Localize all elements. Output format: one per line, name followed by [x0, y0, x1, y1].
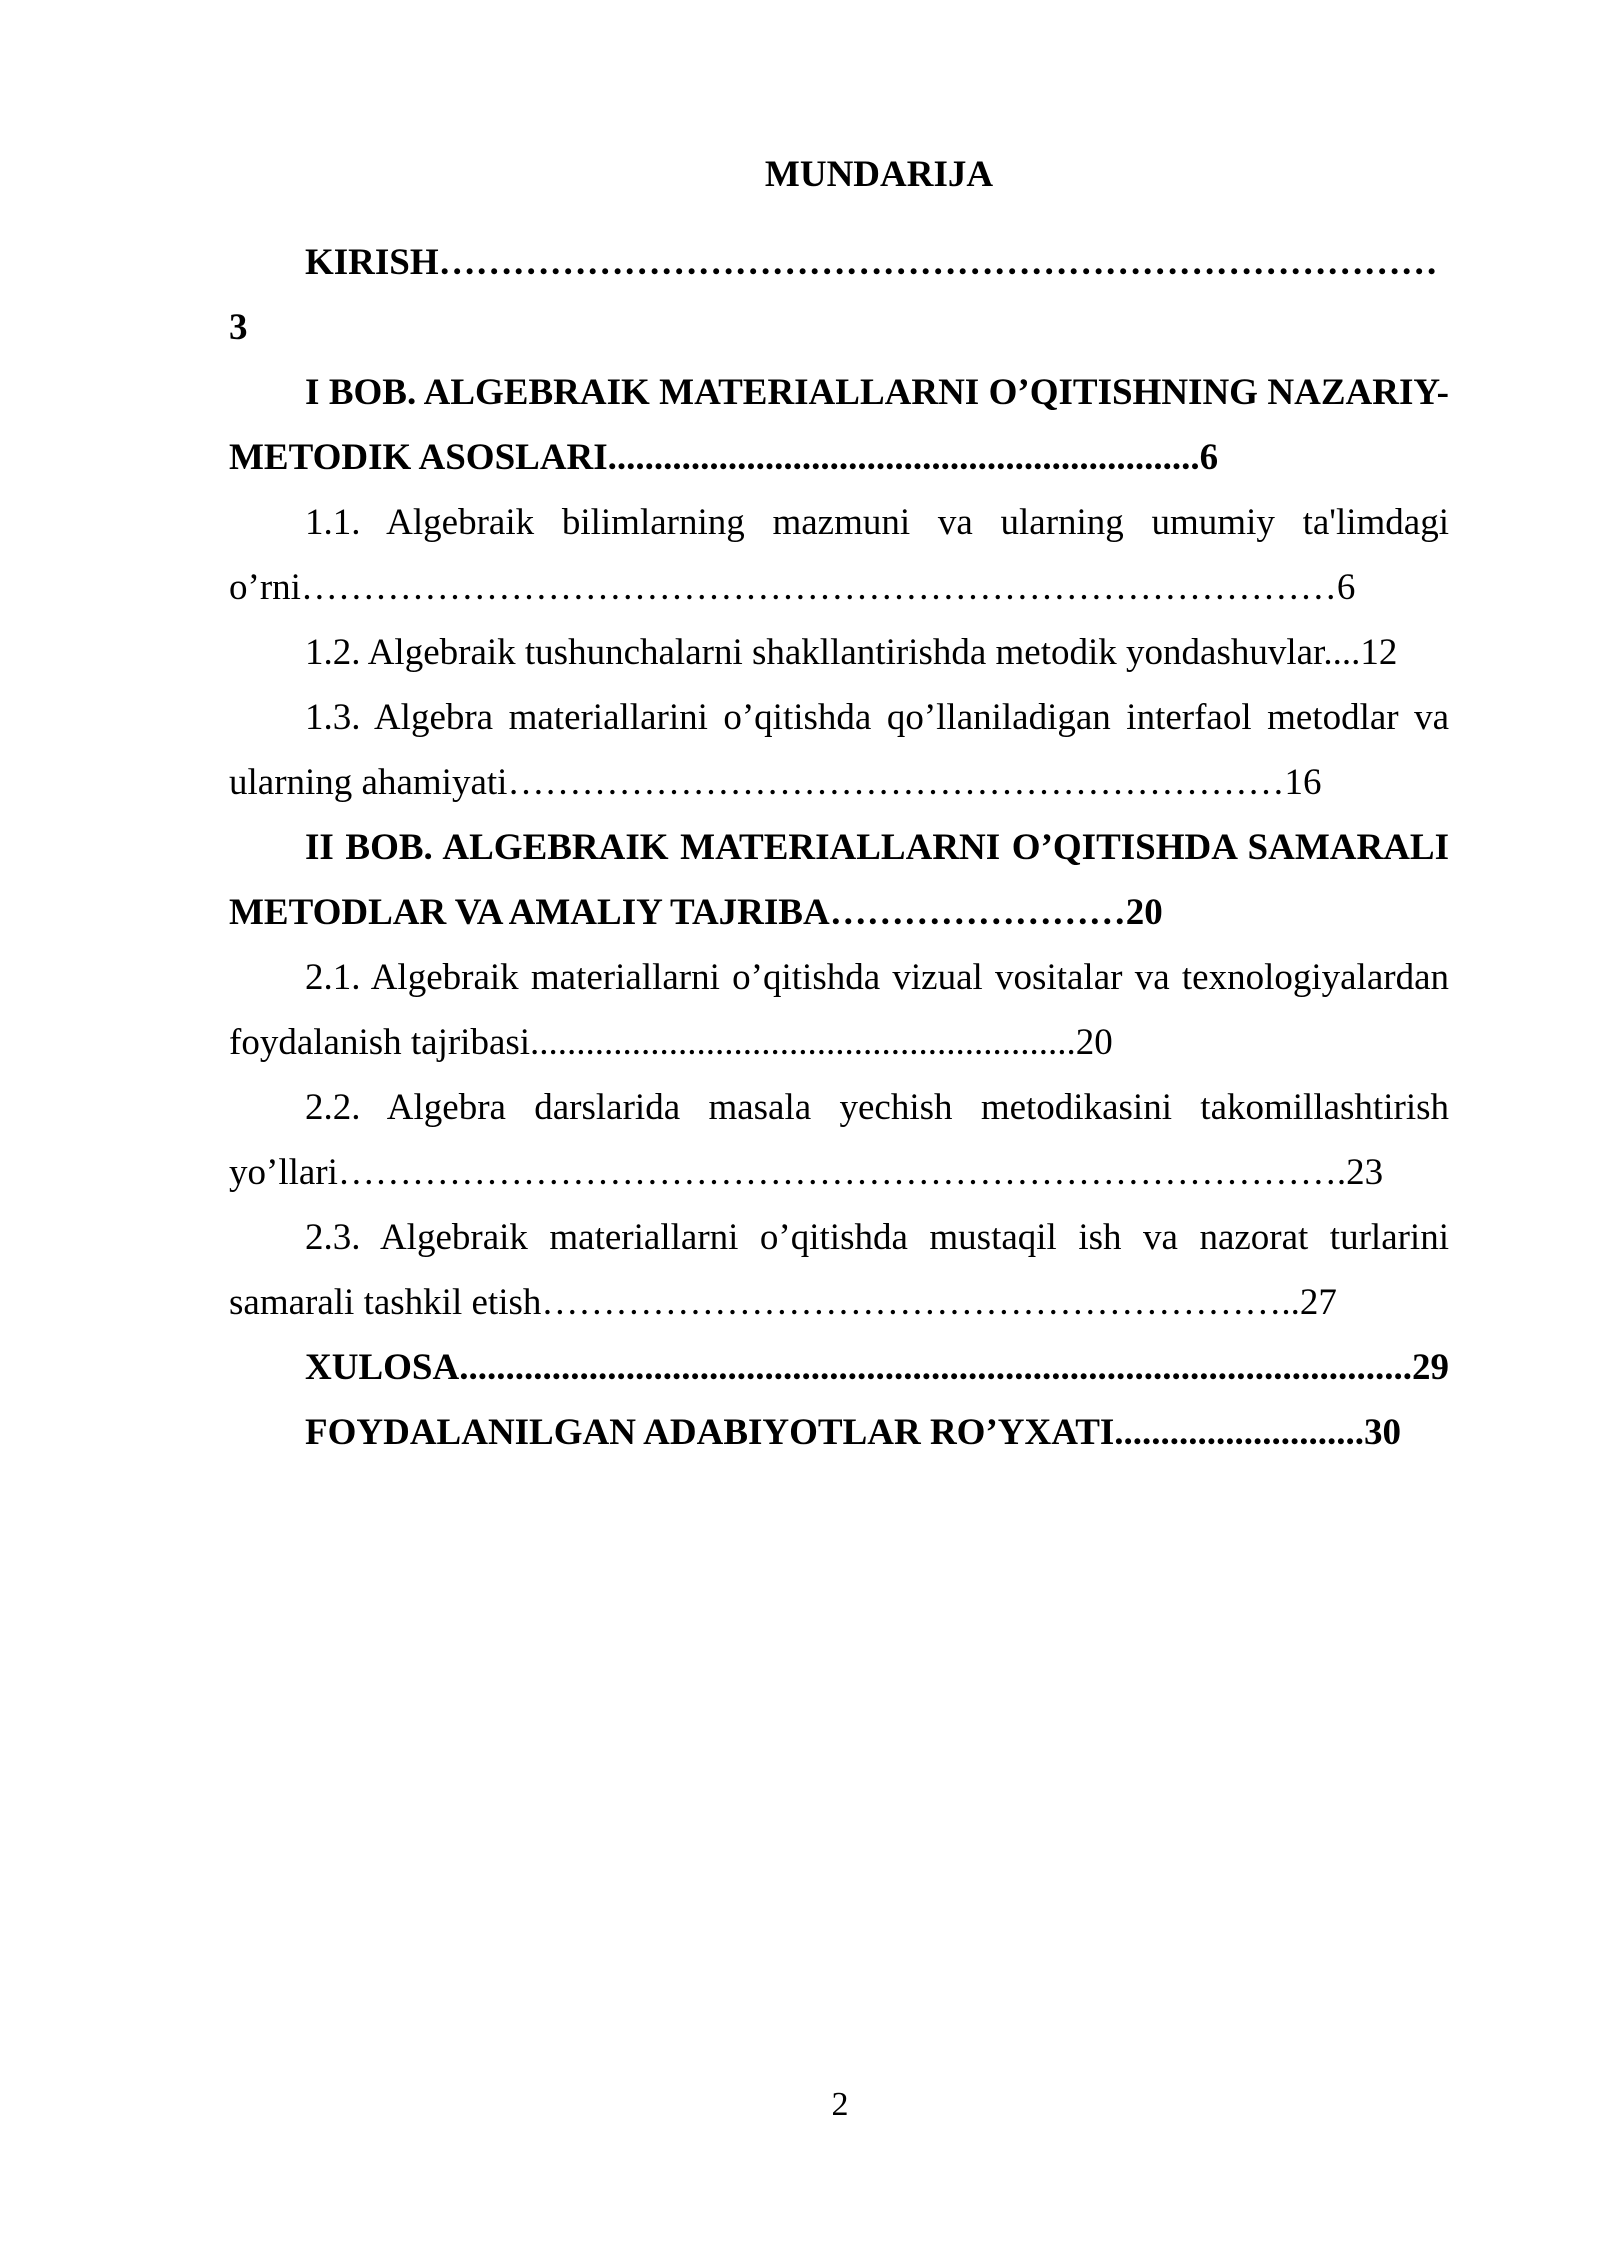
toc-entry-2-3: 2.3. Algebraik materiallarni o’qitishda mustaqil ish va nazorat turlarini samarali tashkil etish……………………………………………………..27: [229, 1217, 1449, 1323]
toc-title: MUNDARIJA: [764, 154, 994, 195]
toc-entry-2-1: 2.1. Algebraik materiallarni o’qitishda vizual vositalar va texnologiyalardan foydalanish tajribasi...........................................................20: [229, 957, 1449, 1063]
toc-entry-kirish: KIRISH………………………………………………………………………3: [229, 242, 1438, 348]
toc-entry-1-1: 1.1. Algebraik bilimlarning mazmuni va ularning umumiy ta'limdagi o’rni…………………………………………………………………………6: [229, 502, 1449, 608]
page-number: 2: [831, 2086, 849, 2123]
toc-entry-chapter-2: II BOB. ALGEBRAIK MATERIALLARNI O’QITISHDA SAMARALI METODLAR VA AMALIY TAJRIBA……………………20: [229, 827, 1449, 933]
toc-entry-2-2: 2.2. Algebra darslarida masala yechish metodikasini takomillashtirish yo’llari……………………………………………………………………….23: [229, 1087, 1449, 1193]
toc-entry-references: FOYDALANILGAN ADABIYOTLAR RO’YXATI...........................30: [305, 1412, 1402, 1453]
toc-entry-chapter-1: I BOB. ALGEBRAIK MATERIALLARNI O’QITISHNING NAZARIY-METODIK ASOSLARI................................................................6: [229, 372, 1449, 478]
toc-entry-1-3: 1.3. Algebra materiallarini o’qitishda qo’llaniladigan interfaol metodlar va ularning ahamiyati………………………………………………………16: [229, 697, 1449, 803]
toc-entry-1-2: 1.2. Algebraik tushunchalarni shakllantirishda metodik yondashuvlar....12: [305, 632, 1398, 673]
toc-entry-xulosa: XULOSA.......................................................................................................29: [305, 1347, 1449, 1388]
table-of-contents: [229, 230, 1449, 1465]
